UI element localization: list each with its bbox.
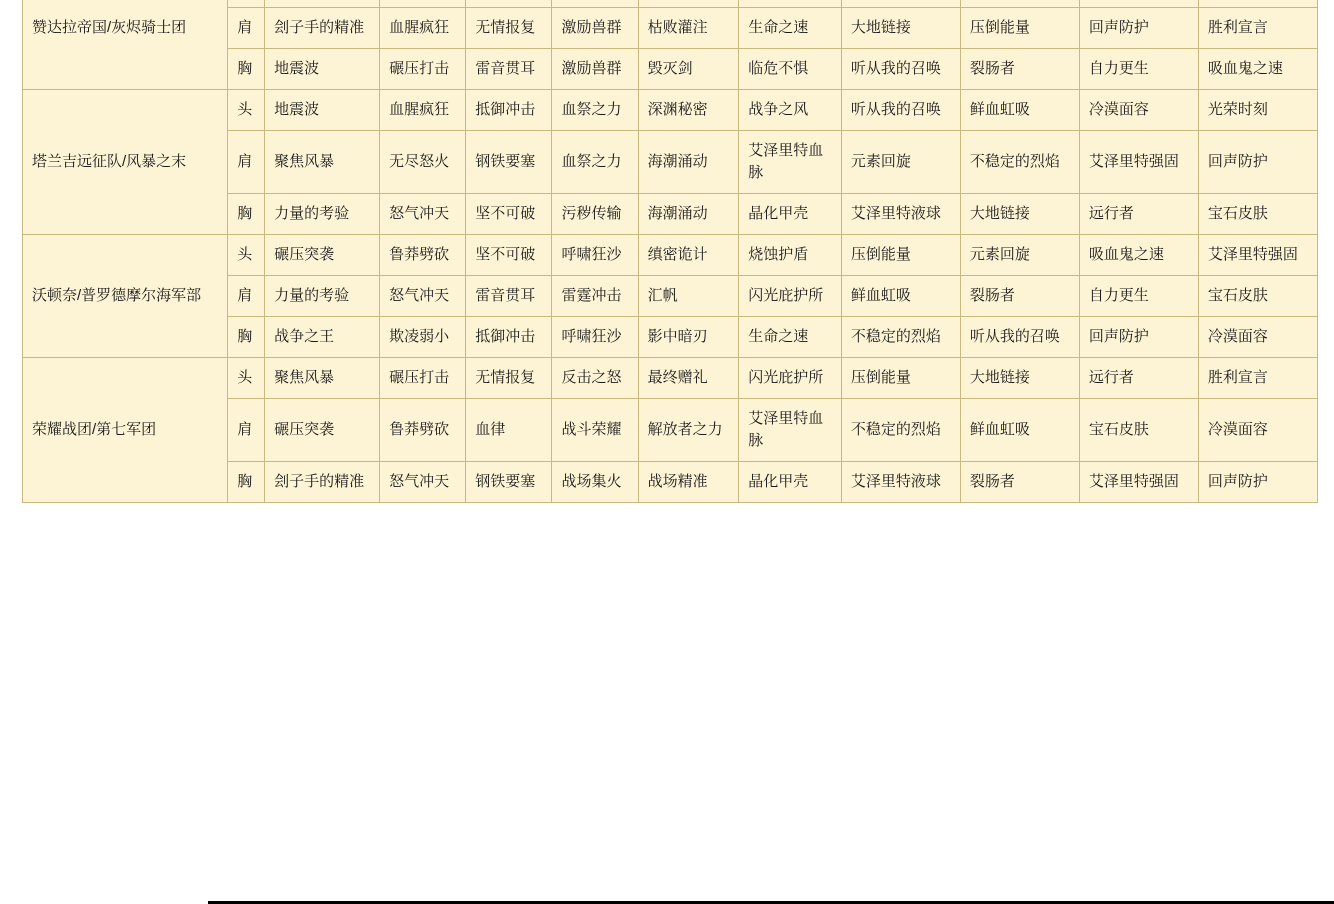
trait-cell: 听从我的召唤	[960, 317, 1079, 358]
slot-cell: 肩	[228, 399, 265, 462]
slot-cell: 头	[228, 235, 265, 276]
trait-cell: 地震波	[265, 90, 380, 131]
table-body	[23, 0, 1318, 503]
slot-cell: 胸	[228, 49, 265, 90]
trait-cell: 最终赠礼	[638, 358, 739, 399]
trait-cell	[466, 0, 552, 8]
trait-cell: 胜利宣言	[1198, 8, 1317, 49]
trait-cell	[739, 0, 842, 8]
trait-cell: 宝石皮肤	[1079, 399, 1198, 462]
trait-cell: 晶化甲壳	[739, 462, 842, 503]
trait-cell: 裂肠者	[960, 462, 1079, 503]
trait-cell: 裂肠者	[960, 276, 1079, 317]
group-name-cell: 赞达拉帝国/灰烬骑士团	[23, 0, 228, 90]
trait-cell: 艾泽里特强固	[1079, 462, 1198, 503]
slot-cell: 头	[228, 90, 265, 131]
trait-cell: 战争之王	[265, 317, 380, 358]
trait-cell	[638, 0, 739, 8]
trait-cell: 刽子手的精准	[265, 462, 380, 503]
trait-cell: 战斗荣耀	[552, 399, 638, 462]
trait-cell: 呼啸狂沙	[552, 317, 638, 358]
trait-cell: 枯败灌注	[638, 8, 739, 49]
trait-cell: 自力更生	[1079, 49, 1198, 90]
trait-cell: 深渊秘密	[638, 90, 739, 131]
azerite-traits-table	[22, 0, 1318, 503]
table-row	[23, 0, 1318, 8]
trait-cell: 压倒能量	[841, 358, 960, 399]
trait-cell: 裂肠者	[960, 49, 1079, 90]
trait-cell: 抵御冲击	[466, 90, 552, 131]
trait-cell	[960, 0, 1079, 8]
trait-cell: 聚焦风暴	[265, 131, 380, 194]
trait-cell: 钢铁要塞	[466, 462, 552, 503]
trait-cell: 自力更生	[1079, 276, 1198, 317]
slot-cell: 胸	[228, 462, 265, 503]
trait-cell: 不稳定的烈焰	[841, 399, 960, 462]
trait-cell: 血律	[466, 399, 552, 462]
trait-cell: 血祭之力	[552, 131, 638, 194]
trait-cell: 艾泽里特液球	[841, 194, 960, 235]
trait-cell: 鲜血虹吸	[960, 399, 1079, 462]
trait-cell: 影中暗刃	[638, 317, 739, 358]
trait-cell: 生命之速	[739, 8, 842, 49]
trait-cell: 海潮涌动	[638, 194, 739, 235]
trait-cell: 不稳定的烈焰	[841, 317, 960, 358]
trait-cell: 回声防护	[1079, 8, 1198, 49]
trait-cell: 力量的考验	[265, 194, 380, 235]
trait-cell: 大地链接	[960, 194, 1079, 235]
trait-cell: 血腥疯狂	[380, 8, 466, 49]
trait-cell: 碾压突袭	[265, 235, 380, 276]
trait-cell: 光荣时刻	[1198, 90, 1317, 131]
trait-cell: 雷音贯耳	[466, 276, 552, 317]
trait-cell: 怒气冲天	[380, 462, 466, 503]
trait-cell: 不稳定的烈焰	[960, 131, 1079, 194]
trait-cell: 压倒能量	[960, 8, 1079, 49]
trait-cell: 战场集火	[552, 462, 638, 503]
trait-cell: 激励兽群	[552, 49, 638, 90]
trait-cell	[1198, 0, 1317, 8]
trait-cell: 雷音贯耳	[466, 49, 552, 90]
slot-cell	[228, 0, 265, 8]
slot-cell: 胸	[228, 194, 265, 235]
trait-cell: 胜利宣言	[1198, 358, 1317, 399]
group-name-cell: 沃顿奈/普罗德摩尔海军部	[23, 235, 228, 358]
trait-cell: 反击之怒	[552, 358, 638, 399]
trait-cell: 战场精准	[638, 462, 739, 503]
trait-cell: 艾泽里特强固	[1198, 235, 1317, 276]
trait-cell: 远行者	[1079, 194, 1198, 235]
trait-cell: 鲜血虹吸	[960, 90, 1079, 131]
trait-cell: 雷霆冲击	[552, 276, 638, 317]
trait-cell: 元素回旋	[841, 131, 960, 194]
trait-cell: 冷漠面容	[1198, 399, 1317, 462]
trait-cell: 压倒能量	[841, 235, 960, 276]
trait-cell: 大地链接	[841, 8, 960, 49]
trait-cell: 大地链接	[960, 358, 1079, 399]
trait-cell: 地震波	[265, 49, 380, 90]
trait-cell: 海潮涌动	[638, 131, 739, 194]
trait-cell: 毁灭剑	[638, 49, 739, 90]
group-name-cell: 塔兰吉远征队/风暴之末	[23, 90, 228, 235]
trait-cell: 吸血鬼之速	[1079, 235, 1198, 276]
trait-cell: 怒气冲天	[380, 276, 466, 317]
trait-cell: 无情报复	[466, 8, 552, 49]
trait-cell: 远行者	[1079, 358, 1198, 399]
table-row	[23, 358, 1318, 399]
trait-cell	[380, 0, 466, 8]
trait-cell: 吸血鬼之速	[1198, 49, 1317, 90]
trait-cell: 污秽传输	[552, 194, 638, 235]
trait-cell: 冷漠面容	[1198, 317, 1317, 358]
trait-cell: 鲜血虹吸	[841, 276, 960, 317]
trait-cell: 呼啸狂沙	[552, 235, 638, 276]
trait-cell: 汇帆	[638, 276, 739, 317]
trait-cell: 激励兽群	[552, 8, 638, 49]
trait-cell: 无尽怒火	[380, 131, 466, 194]
group-name-cell: 荣耀战团/第七军团	[23, 358, 228, 503]
trait-cell: 听从我的召唤	[841, 49, 960, 90]
table-row	[23, 235, 1318, 276]
trait-cell: 回声防护	[1079, 317, 1198, 358]
slot-cell: 肩	[228, 276, 265, 317]
trait-cell: 宝石皮肤	[1198, 276, 1317, 317]
trait-cell: 碾压打击	[380, 49, 466, 90]
trait-cell: 鲁莽劈砍	[380, 399, 466, 462]
slot-cell: 肩	[228, 131, 265, 194]
trait-cell: 艾泽里特血脉	[739, 399, 842, 462]
trait-cell: 力量的考验	[265, 276, 380, 317]
trait-cell: 战争之风	[739, 90, 842, 131]
trait-cell: 碾压打击	[380, 358, 466, 399]
trait-cell: 刽子手的精准	[265, 8, 380, 49]
trait-cell: 冷漠面容	[1079, 90, 1198, 131]
trait-cell: 解放者之力	[638, 399, 739, 462]
trait-cell: 生命之速	[739, 317, 842, 358]
trait-cell: 闪光庇护所	[739, 276, 842, 317]
trait-cell: 聚焦风暴	[265, 358, 380, 399]
slot-cell: 胸	[228, 317, 265, 358]
slot-cell: 头	[228, 358, 265, 399]
trait-cell: 怒气冲天	[380, 194, 466, 235]
trait-cell: 欺凌弱小	[380, 317, 466, 358]
trait-cell: 艾泽里特液球	[841, 462, 960, 503]
trait-cell: 临危不惧	[739, 49, 842, 90]
trait-cell: 血腥疯狂	[380, 90, 466, 131]
trait-cell: 艾泽里特血脉	[739, 131, 842, 194]
trait-cell: 坚不可破	[466, 194, 552, 235]
trait-cell: 晶化甲壳	[739, 194, 842, 235]
trait-cell: 血祭之力	[552, 90, 638, 131]
trait-cell	[1079, 0, 1198, 8]
trait-cell: 回声防护	[1198, 462, 1317, 503]
trait-cell: 坚不可破	[466, 235, 552, 276]
trait-cell	[841, 0, 960, 8]
trait-cell: 闪光庇护所	[739, 358, 842, 399]
trait-cell: 听从我的召唤	[841, 90, 960, 131]
trait-cell: 烧蚀护盾	[739, 235, 842, 276]
trait-cell: 元素回旋	[960, 235, 1079, 276]
trait-cell: 回声防护	[1198, 131, 1317, 194]
trait-cell: 抵御冲击	[466, 317, 552, 358]
trait-cell: 缜密诡计	[638, 235, 739, 276]
trait-cell: 宝石皮肤	[1198, 194, 1317, 235]
slot-cell: 肩	[228, 8, 265, 49]
trait-cell: 钢铁要塞	[466, 131, 552, 194]
trait-cell: 鲁莽劈砍	[380, 235, 466, 276]
trait-cell	[552, 0, 638, 8]
trait-cell: 无情报复	[466, 358, 552, 399]
trait-cell: 艾泽里特强固	[1079, 131, 1198, 194]
table-row	[23, 90, 1318, 131]
trait-cell	[265, 0, 380, 8]
trait-cell: 碾压突袭	[265, 399, 380, 462]
